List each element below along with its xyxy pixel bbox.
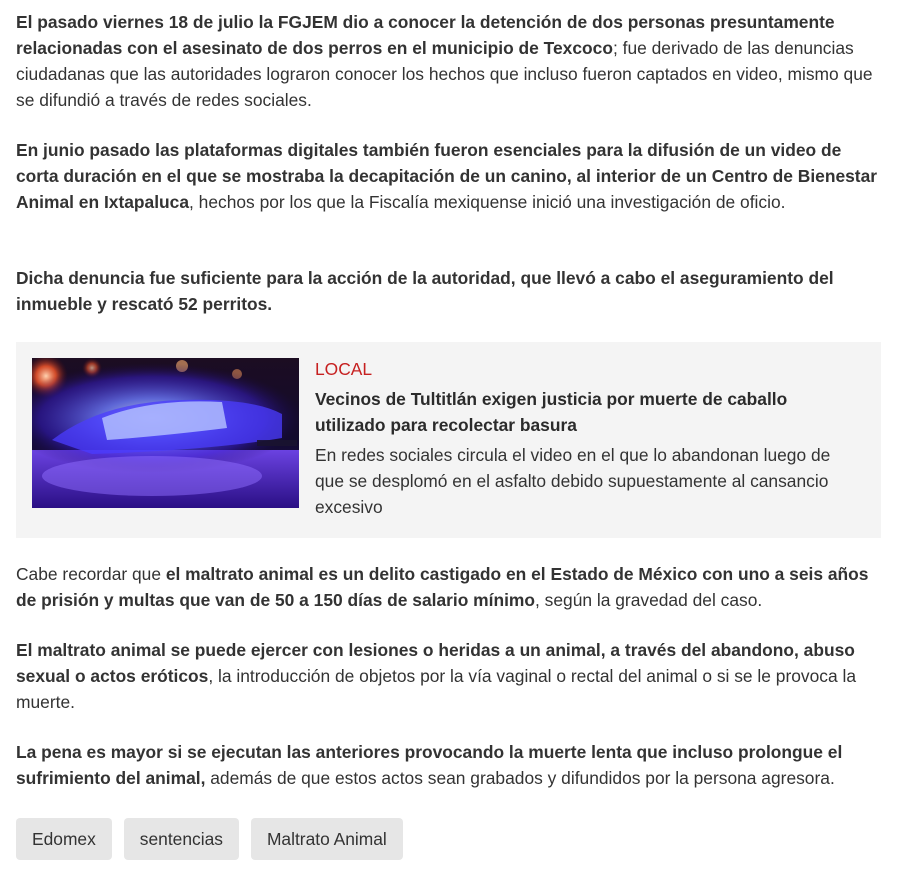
tag-list	[16, 818, 415, 860]
bold-text: El maltrato animal se puede ejercer con lesiones o heridas a un animal, a través del abandono, abuso sexual o actos eróticos	[16, 640, 855, 686]
article-paragraph	[16, 265, 888, 317]
paragraph-text: además de que estos actos sean grabados y difundidos por la persona agresora.	[205, 768, 835, 788]
article-paragraph	[16, 9, 888, 113]
related-article-headline[interactable]: Vecinos de Tultitlán exigen justicia por muerte de caballo utilizado para recolectar basura	[315, 389, 788, 435]
bold-text: La pena es mayor si se ejecutan las anteriores provocando la muerte lenta que incluso prolongue el sufrimiento del animal,	[16, 742, 843, 788]
paragraph-text: Cabe recordar que	[16, 564, 166, 584]
police-siren-lights-icon	[32, 358, 299, 508]
paragraph-text: ; fue derivado de las denuncias ciudadanas que las autoridades lograron conocer los hechos que incluso fueron captados en video, mismo que se difundió a través de redes sociales.	[16, 38, 873, 110]
article-paragraph	[16, 137, 888, 215]
related-article-card[interactable]	[16, 342, 881, 538]
paragraph-text: , según la gravedad del caso.	[535, 590, 763, 610]
tag-edomex[interactable]: Edomex	[16, 818, 112, 860]
article-paragraph	[16, 637, 888, 715]
bold-text: Dicha denuncia fue suficiente para la acción de la autoridad, que llevó a cabo el aseguramiento del inmueble y rescató 52 perritos.	[16, 268, 834, 314]
article-paragraph	[16, 561, 888, 613]
related-article-category[interactable]: LOCAL	[315, 359, 373, 379]
tag-maltrato-animal[interactable]: Maltrato Animal	[251, 818, 403, 860]
related-article-text	[315, 357, 860, 520]
related-article-image[interactable]	[32, 358, 299, 508]
paragraph-text: , la introducción de objetos por la vía vaginal o rectal del animal o si se le provoca la muerte.	[16, 666, 857, 712]
paragraph-text: , hechos por los que la Fiscalía mexiquense inició una investigación de oficio.	[189, 192, 786, 212]
tag-sentencias[interactable]: sentencias	[124, 818, 239, 860]
bold-text: el maltrato animal es un delito castigado en el Estado de México con uno a seis años de prisión y multas que van de 50 a 150 días de salario mínimo	[16, 564, 869, 610]
related-article-summary: En redes sociales circula el video en el que lo abandonan luego de que se desplomó en el asfalto debido supuestamente al cansancio excesivo	[315, 445, 831, 517]
bold-text: En junio pasado las plataformas digitales también fueron esenciales para la difusión de un video de corta duración en el que se mostraba la decapitación de un canino, al interior de un Centro de Bienestar Animal en Ixtapaluca	[16, 140, 878, 212]
bold-text: El pasado viernes 18 de julio la FGJEM dio a conocer la detención de dos personas presuntamente relacionadas con el asesinato de dos perros en el municipio de Texcoco	[16, 12, 835, 58]
article-paragraph	[16, 739, 888, 791]
